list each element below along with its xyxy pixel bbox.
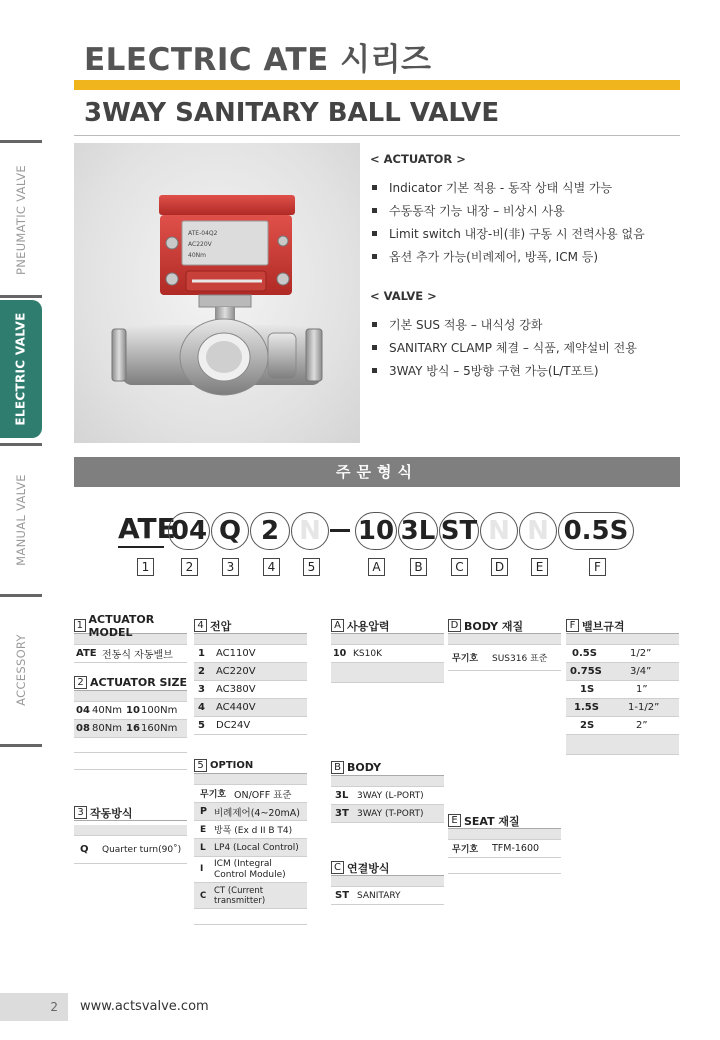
table-title (331, 760, 444, 776)
table-title-text: BODY (347, 761, 382, 774)
row-code: 16 (126, 723, 140, 734)
side-port (268, 333, 296, 379)
row-code: L (200, 842, 206, 853)
code-key: 5 (303, 558, 320, 576)
row-desc: TFM-1600 (492, 843, 540, 854)
table-title (194, 618, 307, 634)
sanitary-clamp-right (306, 329, 322, 381)
table-title-text: 전압 (210, 619, 232, 633)
table-row (74, 836, 187, 864)
table-key: 1 (74, 619, 86, 632)
code-key: 3 (222, 558, 239, 576)
table-row (194, 857, 307, 883)
title-accent-bar (74, 80, 680, 90)
table-body (331, 760, 444, 823)
table-row (194, 717, 307, 735)
table-row (194, 663, 307, 681)
row-code: ATE (76, 648, 97, 659)
actuator-cover (159, 195, 295, 215)
table-valve-size (566, 618, 679, 755)
row-desc: AC380V (216, 684, 256, 695)
nameplate-torque: 40Nm (188, 252, 206, 259)
table-key: 2 (74, 676, 87, 689)
table-title-text: ACTUATOR SIZE (90, 676, 188, 689)
table-key: F (566, 619, 579, 632)
tab-label: PNEUMATIC VALVE (14, 165, 28, 275)
row-desc: CT (Current transmitter) (214, 885, 266, 906)
table-strip (194, 774, 307, 785)
table-title-text: 작동방식 (90, 806, 133, 820)
row-desc: ON/OFF 표준 (234, 789, 292, 801)
code-dash (330, 529, 350, 532)
product-photo (74, 143, 360, 443)
table-option (194, 758, 307, 925)
row-desc: 3WAY (T-PORT) (357, 808, 424, 819)
table-row (331, 787, 444, 805)
table-key: C (331, 861, 344, 874)
table-title-text: OPTION (210, 760, 254, 771)
row-code: 0.75S (570, 666, 602, 677)
row-desc: SANITARY (357, 890, 401, 901)
code-actuator-size: 04 (168, 512, 210, 550)
row-desc: 1” (636, 684, 648, 695)
table-row (448, 645, 561, 671)
table-title (74, 612, 187, 639)
table-title (448, 618, 561, 634)
row-desc: 전동식 자동밸브 (102, 650, 173, 661)
table-strip (448, 634, 561, 645)
row-code: 5 (198, 720, 205, 731)
prefix-underline (118, 546, 164, 548)
sidebar-divider (0, 594, 42, 597)
row-desc: AC440V (216, 702, 256, 713)
row-desc: LP4 (Local Control) (214, 842, 299, 853)
table-blank (194, 909, 307, 925)
row-desc: SUS316 표준 (492, 654, 548, 664)
row-desc: KS10K (353, 648, 382, 659)
table-strip (566, 634, 679, 645)
row-desc: 1/2” (630, 648, 652, 659)
table-strip (331, 634, 444, 645)
feature-item: Indicator 기본 적용 - 동작 상태 식별 가능 (370, 176, 645, 199)
table-title (331, 618, 444, 634)
nameplate-model: ATE-04Q2 (188, 230, 218, 237)
row-desc: 40Nm (92, 705, 122, 716)
table-title-text: 밸브규격 (582, 619, 625, 633)
actuator-features (370, 152, 645, 268)
table-title (74, 805, 187, 821)
page-subtitle: 3WAY SANITARY BALL VALVE (84, 98, 500, 128)
row-code: Q (80, 844, 89, 855)
code-key: A (368, 558, 385, 576)
table-key: B (331, 761, 344, 774)
code-key: D (491, 558, 508, 576)
cable-gland (278, 236, 288, 246)
row-code: ST (335, 890, 350, 901)
table-row (74, 720, 187, 738)
table-row (566, 645, 679, 663)
row-code: 08 (76, 723, 90, 734)
table-row (331, 805, 444, 823)
row-code: 2 (198, 666, 205, 677)
table-pressure (331, 618, 444, 683)
tab-label: MANUAL VALVE (14, 474, 28, 566)
row-code: C (200, 890, 207, 901)
tab-label: ELECTRIC VALVE (14, 312, 29, 426)
table-row-empty (331, 663, 444, 683)
sidebar-divider (0, 443, 42, 446)
table-title (331, 860, 444, 876)
tab-label: ACCESSORY (14, 634, 28, 706)
sanitary-clamp-left (112, 329, 126, 381)
table-actuator-size (74, 675, 187, 770)
table-strip (331, 876, 444, 887)
tab-pneumatic-valve[interactable] (0, 150, 42, 290)
table-seat-material (448, 813, 561, 874)
actuator-heading: < ACTUATOR > (370, 152, 466, 166)
table-title-text: 사용압력 (347, 619, 390, 633)
table-row (448, 840, 561, 858)
table-key: D (448, 619, 461, 632)
row-desc: 1-1/2” (628, 702, 660, 713)
code-key: 2 (181, 558, 198, 576)
row-desc: 방폭 (Ex d II B T4) (214, 826, 293, 836)
table-title-text: SEAT 재질 (464, 814, 520, 828)
row-code: 1.5S (574, 702, 599, 713)
table-row (74, 702, 187, 720)
table-title-text: BODY 재질 (464, 619, 524, 633)
code-key: 4 (263, 558, 280, 576)
table-row (331, 887, 444, 905)
table-actuator-model (74, 612, 187, 663)
row-desc: DC24V (216, 720, 251, 731)
table-title (566, 618, 679, 634)
page-number: 2 (0, 993, 68, 1021)
table-voltage (194, 618, 307, 735)
code-pressure: 10 (355, 512, 397, 550)
sidebar-divider (0, 140, 42, 143)
mounting-bracket (199, 295, 251, 307)
sidebar-divider (0, 295, 42, 298)
subtitle-divider (74, 135, 680, 136)
table-row (566, 681, 679, 699)
code-option: N (291, 512, 329, 550)
order-code-prefix: ATE (118, 512, 176, 545)
table-blank (448, 858, 561, 874)
row-code: 3L (335, 790, 349, 801)
cable-gland (166, 273, 178, 285)
row-code: 0.5S (572, 648, 597, 659)
row-desc: 3/4” (630, 666, 652, 677)
table-row (194, 839, 307, 857)
row-desc: Quarter turn(90˚) (102, 844, 182, 855)
row-desc: 100Nm (141, 705, 178, 716)
row-code: 10 (126, 705, 140, 716)
table-strip (74, 691, 187, 702)
valve-features (370, 289, 637, 382)
page-title: ELECTRIC ATE 시리즈 (84, 42, 432, 78)
valve-illustration (74, 143, 360, 443)
code-valve-size: 0.5S (558, 512, 634, 550)
row-code: 3T (335, 808, 349, 819)
table-row (194, 883, 307, 909)
code-key: F (589, 558, 606, 576)
table-strip (448, 829, 561, 840)
table-strip (194, 634, 307, 645)
table-row (194, 785, 307, 803)
feature-item: SANITARY CLAMP 체결 – 식품, 제약설비 전용 (370, 336, 637, 359)
tab-electric-valve[interactable] (0, 300, 42, 438)
code-connection: ST (439, 512, 479, 550)
table-strip (331, 776, 444, 787)
table-row (194, 803, 307, 821)
table-title-text: 연결방식 (347, 861, 390, 875)
cable-gland (277, 273, 289, 285)
row-code: 10 (333, 648, 347, 659)
table-title (74, 675, 187, 691)
row-code: 4 (198, 702, 205, 713)
tab-manual-valve[interactable] (0, 450, 42, 590)
table-row (331, 645, 444, 663)
row-code: 무기호 (200, 790, 227, 800)
table-row (566, 663, 679, 681)
code-key: E (531, 558, 548, 576)
feature-item: Limit switch 내장-비(非) 구동 시 전력사용 없음 (370, 222, 645, 245)
table-body-material (448, 618, 561, 671)
code-seat-material: N (519, 512, 557, 550)
row-code: 3 (198, 684, 205, 695)
table-key: A (331, 619, 344, 632)
row-desc: AC220V (216, 666, 256, 677)
row-desc: 2” (636, 720, 648, 731)
table-key: 3 (74, 806, 87, 819)
feature-item: 수동동작 기능 내장 – 비상시 사용 (370, 199, 645, 222)
feature-item: 3WAY 방식 – 5방향 구현 가능(L/T포트) (370, 359, 637, 382)
table-key: E (448, 814, 461, 827)
table-strip (74, 825, 187, 836)
row-desc: 비례제어(4~20mA) (214, 807, 300, 819)
sidebar-divider (0, 744, 42, 747)
code-key: 1 (137, 558, 154, 576)
table-row (194, 699, 307, 717)
table-connection (331, 860, 444, 905)
table-title-text: ACTUATOR MODEL (88, 612, 155, 639)
website-link[interactable]: www.actsvalve.com (80, 999, 209, 1014)
table-row (194, 645, 307, 663)
row-code: 무기호 (452, 845, 479, 855)
code-key: B (410, 558, 427, 576)
row-desc: ICM (Integral Control Module) (214, 858, 286, 880)
table-row (194, 821, 307, 839)
feature-item: 기본 SUS 적용 – 내식성 강화 (370, 313, 637, 336)
row-desc: AC110V (216, 648, 256, 659)
row-code: I (200, 864, 204, 874)
row-code: 무기호 (452, 654, 479, 664)
table-row (74, 645, 187, 663)
table-blank (74, 752, 187, 770)
code-body: 3L (398, 512, 438, 550)
tab-accessory[interactable] (0, 600, 42, 740)
row-desc: 3WAY (L-PORT) (357, 790, 424, 801)
feature-item: 옵션 추가 가능(비례제어, 방폭, ICM 등) (370, 245, 645, 268)
order-format-bar: 주문형식 (74, 457, 680, 487)
cable-gland (166, 237, 178, 249)
row-code: P (200, 806, 207, 817)
row-code: 2S (580, 720, 595, 731)
row-code: 1 (198, 648, 205, 659)
table-key: 4 (194, 619, 207, 632)
code-key: C (451, 558, 468, 576)
table-operation (74, 805, 187, 864)
table-row-empty (566, 735, 679, 755)
table-title (448, 813, 561, 829)
row-desc: 160Nm (141, 723, 178, 734)
table-key: 5 (194, 759, 207, 772)
row-code: E (200, 824, 207, 835)
table-row (194, 681, 307, 699)
valve-heading: < VALVE > (370, 289, 437, 303)
table-row (566, 699, 679, 717)
code-voltage: 2 (250, 512, 290, 550)
table-row (566, 717, 679, 735)
row-code: 04 (76, 705, 90, 716)
table-title (194, 758, 307, 774)
nameplate-power: AC220V (188, 241, 212, 248)
code-operation: Q (211, 512, 249, 550)
code-body-material: N (480, 512, 518, 550)
side-navigation (0, 0, 42, 1040)
row-desc: 80Nm (92, 723, 122, 734)
row-code: 1S (580, 684, 595, 695)
